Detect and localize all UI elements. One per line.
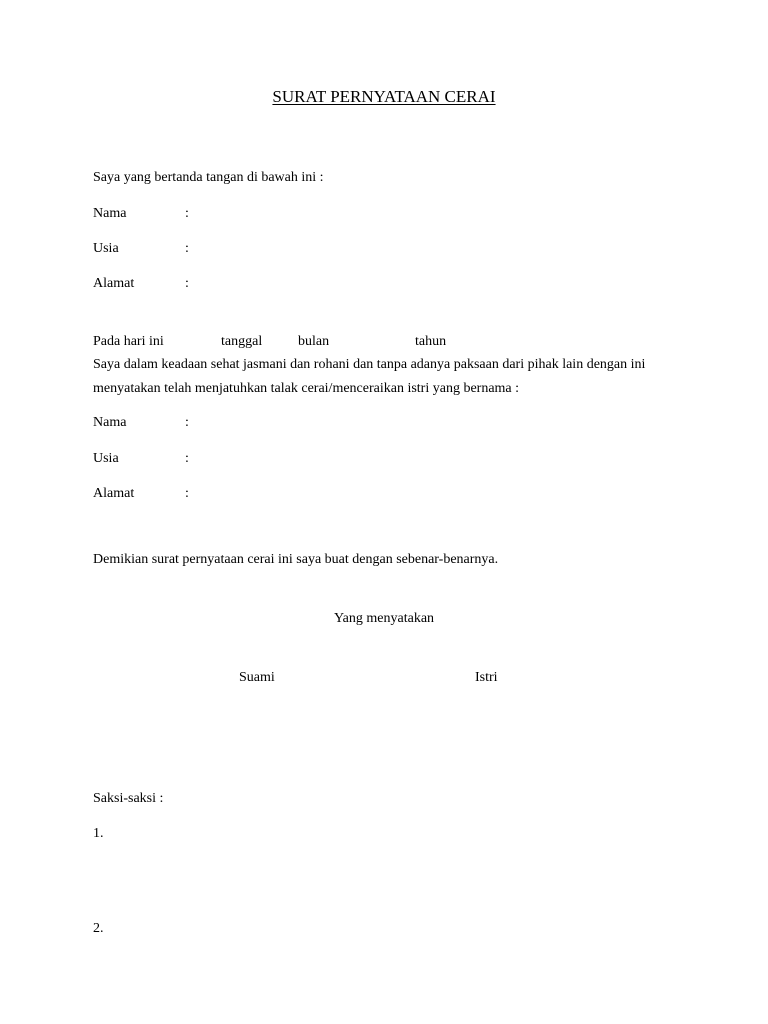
husband-name-colon: : [185,206,189,221]
statement-line-2: menyatakan telah menjatuhkan talak cerai/menceraikan istri yang bernama : [93,381,520,396]
closing-text: Demikian surat pernyataan cerai ini saya buat dengan sebenar-benarnya. [93,552,499,567]
witnesses-label: Saksi-saksi : [93,791,164,806]
statement-line-1: Saya dalam keadaan sehat jasmani dan rohani dan tanpa adanya paksaan dari pihak lain dengan ini [93,357,646,372]
husband-name-label: Nama [93,206,127,221]
intro-text: Saya yang bertanda tangan di bawah ini : [93,170,324,185]
husband-address-label: Alamat [93,276,135,291]
wife-name-colon: : [185,415,189,430]
declarant-label: Yang menyatakan [333,611,435,626]
husband-signature-label: Suami [239,670,275,685]
date-day-label: Pada hari ini [93,334,164,349]
date-date-label: tanggal [221,334,263,349]
witness-item-2: 2. [93,921,104,936]
wife-age-colon: : [185,451,189,466]
husband-age-colon: : [185,241,189,256]
wife-signature-label: Istri [475,670,498,685]
date-year-label: tahun [415,334,447,349]
husband-address-colon: : [185,276,189,291]
husband-age-label: Usia [93,241,119,256]
wife-address-colon: : [185,486,189,501]
wife-age-label: Usia [93,451,119,466]
date-month-label: bulan [298,334,330,349]
document-title: SURAT PERNYATAAN CERAI [272,87,496,106]
witness-item-1: 1. [93,826,104,841]
wife-name-label: Nama [93,415,127,430]
wife-address-label: Alamat [93,486,135,501]
